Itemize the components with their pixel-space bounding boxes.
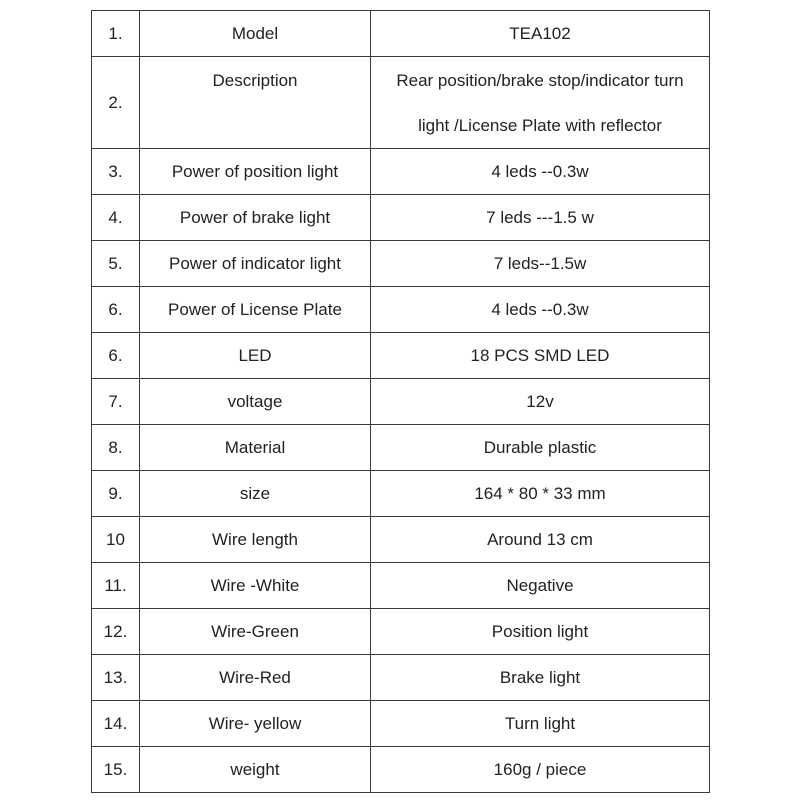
row-number: 15. — [92, 747, 140, 793]
table-row — [92, 11, 710, 57]
spec-label: Wire -White — [140, 563, 371, 609]
row-number: 11. — [92, 563, 140, 609]
spec-value: 164 * 80 * 33 mm — [371, 471, 710, 517]
spec-label — [140, 57, 371, 149]
spec-label: Wire length — [140, 517, 371, 563]
spec-label: Material — [140, 425, 371, 471]
table-row — [92, 655, 710, 701]
spec-label-spacer — [140, 103, 370, 148]
table-row — [92, 379, 710, 425]
row-number: 4. — [92, 195, 140, 241]
row-number: 7. — [92, 379, 140, 425]
row-number: 9. — [92, 471, 140, 517]
table-row — [92, 609, 710, 655]
spec-label: Wire- yellow — [140, 701, 371, 747]
spec-value: 4 leds --0.3w — [371, 287, 710, 333]
spec-value: 7 leds--1.5w — [371, 241, 710, 287]
spec-value: Position light — [371, 609, 710, 655]
row-number: 3. — [92, 149, 140, 195]
spec-label: size — [140, 471, 371, 517]
spec-label: Wire-Green — [140, 609, 371, 655]
spec-value: 18 PCS SMD LED — [371, 333, 710, 379]
table-row — [92, 747, 710, 793]
table-row — [92, 195, 710, 241]
spec-value: Around 13 cm — [371, 517, 710, 563]
table-row — [92, 149, 710, 195]
spec-label: Model — [140, 11, 371, 57]
table-row — [92, 563, 710, 609]
row-number: 1. — [92, 11, 140, 57]
row-number: 10 — [92, 517, 140, 563]
table-row — [92, 471, 710, 517]
spec-label: Wire-Red — [140, 655, 371, 701]
row-number: 2. — [92, 57, 140, 149]
table-row — [92, 425, 710, 471]
spec-value: Negative — [371, 563, 710, 609]
row-number: 5. — [92, 241, 140, 287]
spec-value: 4 leds --0.3w — [371, 149, 710, 195]
spec-value: 160g / piece — [371, 747, 710, 793]
table-row — [92, 701, 710, 747]
row-number: 13. — [92, 655, 140, 701]
spec-label: Power of indicator light — [140, 241, 371, 287]
spec-value-line: light /License Plate with reflector — [418, 115, 662, 135]
spec-label: Power of brake light — [140, 195, 371, 241]
spec-table — [91, 10, 710, 793]
spec-value-line: Rear position/brake stop/indicator turn — [396, 70, 684, 90]
row-number: 8. — [92, 425, 140, 471]
row-number: 6. — [92, 333, 140, 379]
row-number: 14. — [92, 701, 140, 747]
spec-label: Power of position light — [140, 149, 371, 195]
spec-label-text: Description — [212, 70, 298, 90]
spec-value: TEA102 — [371, 11, 710, 57]
spec-value: Turn light — [371, 701, 710, 747]
table-row — [92, 287, 710, 333]
spec-label: voltage — [140, 379, 371, 425]
spec-label: Power of License Plate — [140, 287, 371, 333]
row-number: 12. — [92, 609, 140, 655]
spec-sheet — [91, 10, 710, 793]
row-number: 6. — [92, 287, 140, 333]
spec-value — [371, 57, 710, 149]
table-row — [92, 517, 710, 563]
spec-label: weight — [140, 747, 371, 793]
spec-label: LED — [140, 333, 371, 379]
spec-value: Brake light — [371, 655, 710, 701]
table-row — [92, 57, 710, 149]
spec-value: 12v — [371, 379, 710, 425]
table-row — [92, 333, 710, 379]
spec-value: 7 leds ---1.5 w — [371, 195, 710, 241]
spec-value: Durable plastic — [371, 425, 710, 471]
table-row — [92, 241, 710, 287]
